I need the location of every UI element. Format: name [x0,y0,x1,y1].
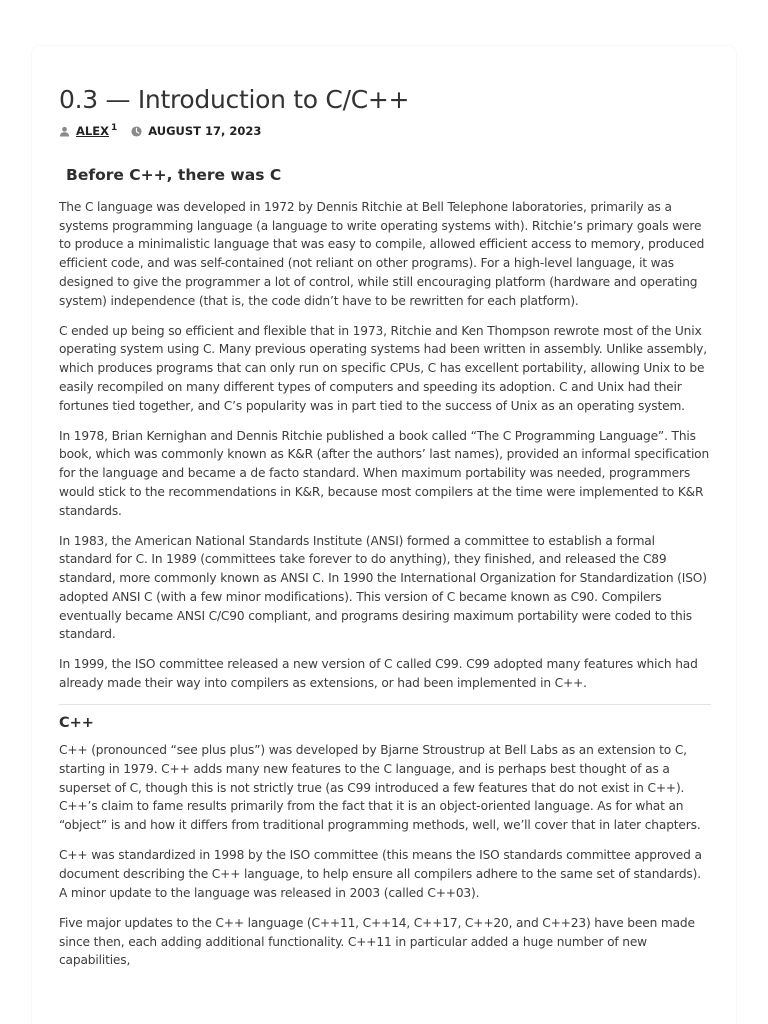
paragraph: Five major updates to the C++ language (C++11, C++14, C++17, C++20, and C++23) have been made since then, each adding additional functionality. C++11 in particular added a huge number of new capabilities, [59,916,695,968]
paragraph: In 1983, the American National Standards Institute (ANSI) formed a committee to establish a formal standard for C. In 1989 (committees take forever to do anything), they finished, and released the C89 standard, more commonly known as ANSI C. In 1990 the International Organization for Standardization (ISO) adopted ANSI C (with a few minor modifications). This version of C became known as C90. Compilers eventually became ANSI C/C90 compliant, and programs desiring maximum portability were coded to this standard. [59,533,707,642]
article-content [59,84,711,982]
article-card [32,46,736,1024]
author-sup: 1 [110,123,118,133]
paragraph: C++ was standardized in 1998 by the ISO committee (this means the ISO standards committee approved a document describing the C++ language, to help ensure all compilers adhere to the same set of standards). A minor update to the language was released in 2003 (called C++03). [59,848,702,900]
publish-date: AUGUST 17, 2023 [148,124,262,138]
page-title: 0.3 — Introduction to C/C++ [59,85,410,114]
section-divider [59,704,711,705]
paragraph: In 1978, Brian Kernighan and Dennis Ritchie published a book called “The C Programming Language”. This book, which was commonly known as K&R (after the authors’ last names), provided an informal specification for the language and became a de facto standard. When maximum portability was needed, programmers would stick to the recommendations in K&R, because most compilers at the time were implemented to K&R standards. [59,428,710,518]
paragraph: C ended up being so efficient and flexible that in 1973, Ritchie and Ken Thompson rewrote most of the Unix operating system using C. Many previous operating systems had been written in assembly. Unlike assembly, which produces programs that can only run on specific CPUs, C has excellent portability, allowing Unix to be easily recompiled on many different types of computers and speeding its adoption. C and Unix had their fortunes tied together, and C’s popularity was in part tied to the success of Unix as an operating system. [59,323,707,413]
section-heading-c: Before C++, there was C [66,166,282,184]
author-link[interactable]: ALEX [76,124,109,138]
user-icon [59,126,70,137]
section-heading-cpp: C++ [59,715,94,732]
clock-icon [131,126,142,137]
paragraph: C++ (pronounced “see plus plus”) was developed by Bjarne Stroustrup at Bell Labs as an extension to C, starting in 1979. C++ adds many new features to the C language, and is perhaps best thought of as a superset of C, though this is not strictly true (as C99 introduced a few features that do not exist in C++). C++’s claim to fame results primarily from the fact that it is an object-oriented language. As for what an “object” is and how it differs from traditional programming methods, well, we’ll cover that in later chapters. [59,743,701,833]
article-meta [59,122,711,140]
paragraph: In 1999, the ISO committee released a new version of C called C99. C99 adopted many features which had already made their way into compilers as extensions, or had been implemented in C++. [59,657,698,691]
paragraph: The C language was developed in 1972 by Dennis Ritchie at Bell Telephone laboratories, primarily as a systems programming language (a language to write operating systems with). Ritchie’s primary goals were to produce a minimalistic language that was easy to compile, allowed efficient access to memory, produced efficient code, and was self-contained (not reliant on other programs). For a high-level language, it was designed to give the programmer a lot of control, while still encouraging platform (hardware and operating system) independence (that is, the code didn’t have to be rewritten for each platform). [59,200,705,308]
